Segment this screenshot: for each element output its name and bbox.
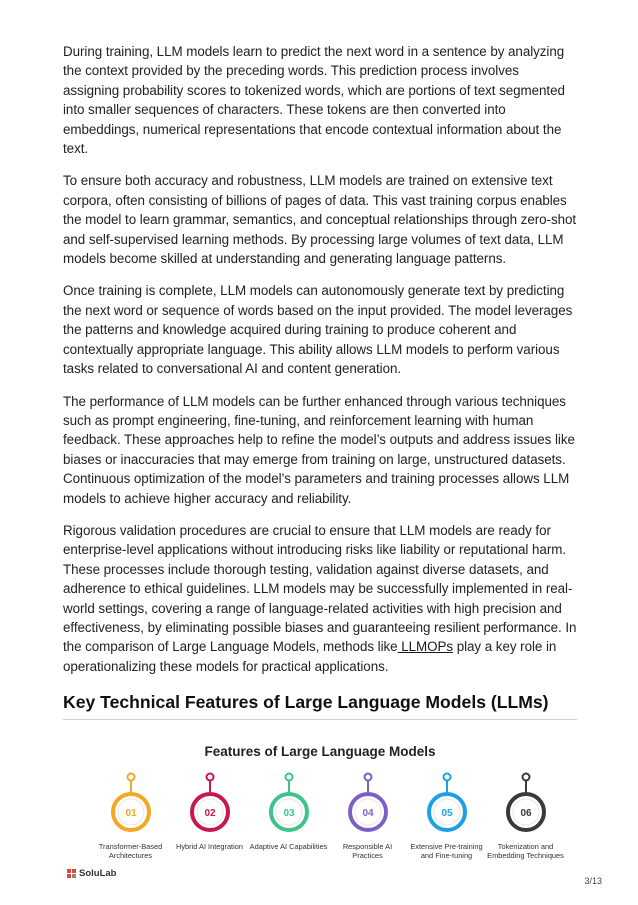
page-number: 3/13 xyxy=(584,876,602,886)
paragraph-4: The performance of LLM models can be further enhanced through various techniques such as prompt engineering, fine-tuning, and reinforcement learning with human feedback. These approaches help to refine the model’s outputs and address issues like biases or inaccuracies that may emerge from training on large, unstructured datasets. Continuous optimization of the model’s parameters and training processes allows LLM models to achieve higher accuracy and reliability. xyxy=(63,393,575,506)
paragraph-5-text: Rigorous validation procedures are crucial to ensure that LLM models are ready for enterprise-level applications without introducing risks like liability or reputational harm. These processes include thorough testing, validation against diverse datasets, and adherence to ethical guidelines. LLM models may be successfully implemented in real-world settings, covering a range of language-related activities with high precision and effectiveness, by eliminating possible biases and guaranteeing resilient performance. In the comparison of Large Language Models, methods like xyxy=(63,522,577,655)
solulab-logo-icon xyxy=(67,869,76,878)
solulab-logo xyxy=(67,868,116,879)
feature-label: Adaptive AI Capabilities xyxy=(249,842,328,852)
feature-number: 03 xyxy=(282,808,295,820)
feature-label: Responsible AI Practices xyxy=(342,842,393,861)
paragraph-2: To ensure both accuracy and robustness, LLM models are trained on extensive text corpora, often consisting of billions of pages of data. This vast training corpus enables the model to learn grammar, semantics, and conceptual relationships through zero-shot and self-supervised learning methods. By processing large volumes of text data, LLM models become skilled at understanding and generating language patterns. xyxy=(63,173,577,267)
llmops-link[interactable]: LLMOPs xyxy=(397,639,454,655)
feature-badge-icon xyxy=(267,772,311,838)
feature-label: Extensive Pre-training and Fine-tuning xyxy=(410,842,483,861)
feature-item xyxy=(170,772,249,860)
feature-number: 04 xyxy=(361,808,374,820)
feature-number: 02 xyxy=(203,808,216,820)
feature-label: Hybrid AI Integration xyxy=(176,842,243,852)
feature-badge-icon xyxy=(109,772,153,838)
feature-item xyxy=(407,772,486,860)
feature-item xyxy=(91,772,170,860)
paragraph-5-tail: play a key role in operationalizing these models for practical applications. xyxy=(63,639,557,674)
feature-item xyxy=(486,772,565,860)
feature-badge-icon xyxy=(188,772,232,838)
feature-label: Tokenization and Embedding Techniques xyxy=(487,842,564,861)
paragraph-1: During training, LLM models learn to predict the next word in a sentence by analyzing the context provided by the preceding words. This prediction process involves assigning probability scores to tokenized words, which are portions of text segmented into smaller sequences of characters. These tokens are then converted into embeddings, numerical representations that encode contextual information about the text. xyxy=(63,44,565,157)
paragraph-5 xyxy=(63,521,577,676)
feature-number: 01 xyxy=(124,808,137,820)
feature-item xyxy=(328,772,407,860)
section-heading: Key Technical Features of Large Language Models (LLMs) xyxy=(63,690,577,720)
feature-item xyxy=(249,772,328,860)
feature-number: 06 xyxy=(519,808,532,820)
feature-badge-icon xyxy=(425,772,469,838)
feature-badge-icon xyxy=(346,772,390,838)
feature-number: 05 xyxy=(440,808,453,820)
logo-text: SoluLab xyxy=(79,868,117,880)
features-infographic xyxy=(63,720,577,905)
feature-label: Transformer-Based Architectures xyxy=(98,842,163,861)
article-body xyxy=(63,42,577,905)
feature-badge-icon xyxy=(504,772,548,838)
paragraph-3: Once training is complete, LLM models can autonomously generate text by predicting the next word or sequence of words based on the input provided. The model leverages the patterns and knowledge acquired during training to produce coherent and contextually appropriate language. This ability allows LLM models to perform various tasks related to conversational AI and content generation. xyxy=(63,283,573,377)
features-row xyxy=(91,772,565,860)
infographic-title: Features of Large Language Models xyxy=(204,744,436,760)
